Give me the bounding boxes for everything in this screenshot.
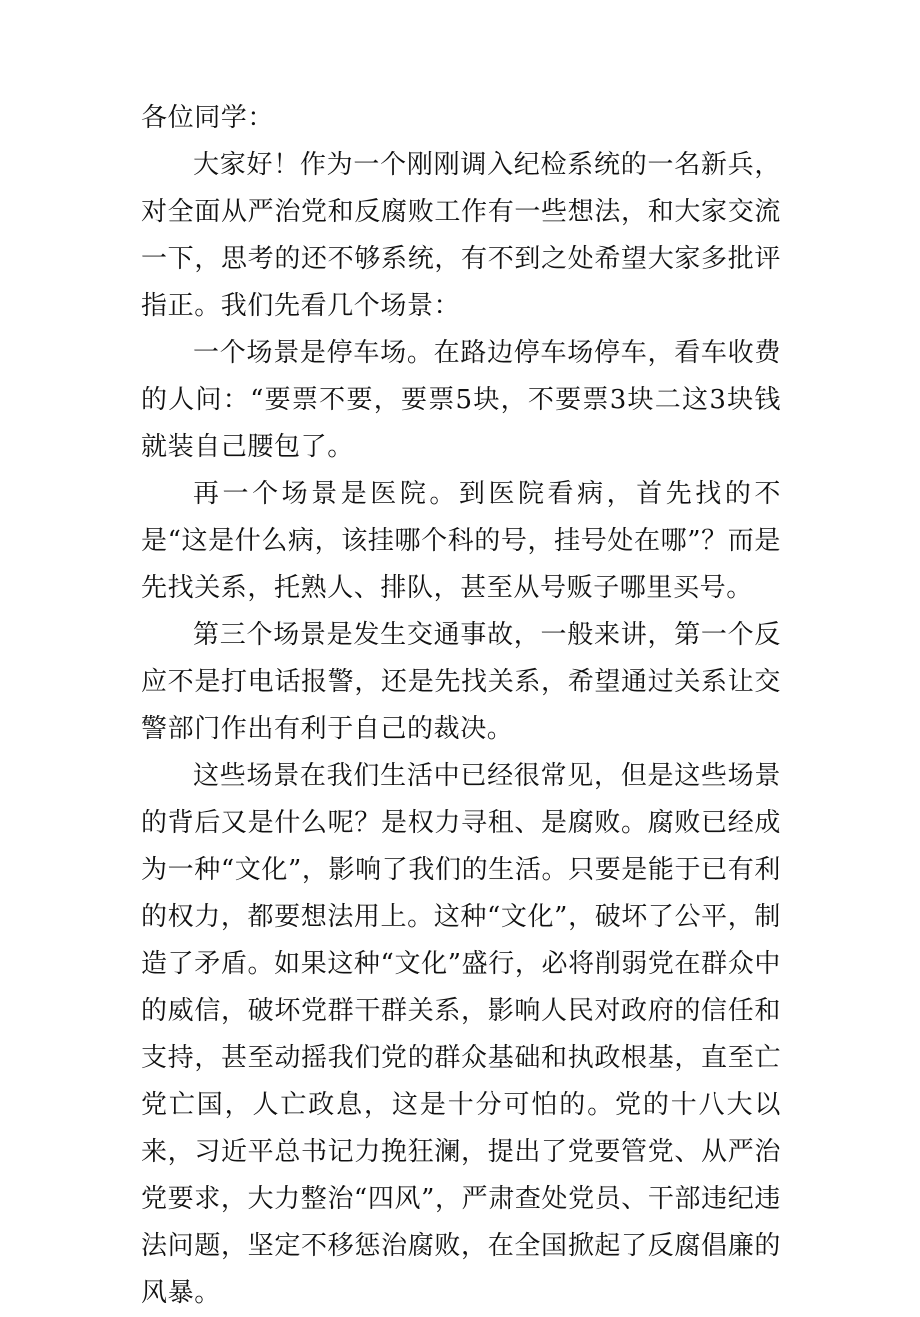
paragraph-traffic-scene: 第三个场景是发生交通事故，一般来讲，第一个反应不是打电话报警，还是先找关系，希望通过关系让交警部门作出有利于自己的裁决。 bbox=[141, 620, 781, 744]
paragraph-greeting: 大家好！作为一个刚刚调入纪检系统的一名新兵，对全面从严治党和反腐败工作有一些想法，和大家交流一下，思考的还不够系统，有不到之处希望大家多批评指正。我们先看几个场景： bbox=[141, 150, 781, 321]
document-body bbox=[141, 95, 781, 1317]
paragraph-hospital-scene: 再一个场景是医院。到医院看病，首先找的不是“这是什么病，该挂哪个科的号，挂号处在哪”？而是先找关系，托熟人、排队，甚至从号贩子哪里买号。 bbox=[141, 479, 781, 603]
salutation: 各位同学： bbox=[141, 103, 275, 133]
paragraph-parking-scene: 一个场景是停车场。在路边停车场停车，看车收费的人问：“要票不要，要票5块，不要票3块二这3块钱就装自己腰包了。 bbox=[141, 338, 781, 462]
paragraph-corruption-analysis: 这些场景在我们生活中已经很常见，但是这些场景的背后又是什么呢？是权力寻租、是腐败。腐败已经成为一种“文化”，影响了我们的生活。只要是能于已有利的权力，都要想法用上。这种“文化”，破坏了公平，制造了矛盾。如果这种“文化”盛行，必将削弱党在群众中的威信，破坏党群干群关系，影响人民对政府的信任和支持，甚至动摇我们党的群众基础和执政根基，直至亡党亡国，人亡政息，这是十分可怕的。党的十八大以来，习近平总书记力挽狂澜，提出了党要管党、从严治党要求，大力整治“四风”，严肃查处党员、干部违纪违法问题，坚定不移惩治腐败，在全国掀起了反腐倡廉的风暴。 bbox=[141, 761, 781, 1308]
